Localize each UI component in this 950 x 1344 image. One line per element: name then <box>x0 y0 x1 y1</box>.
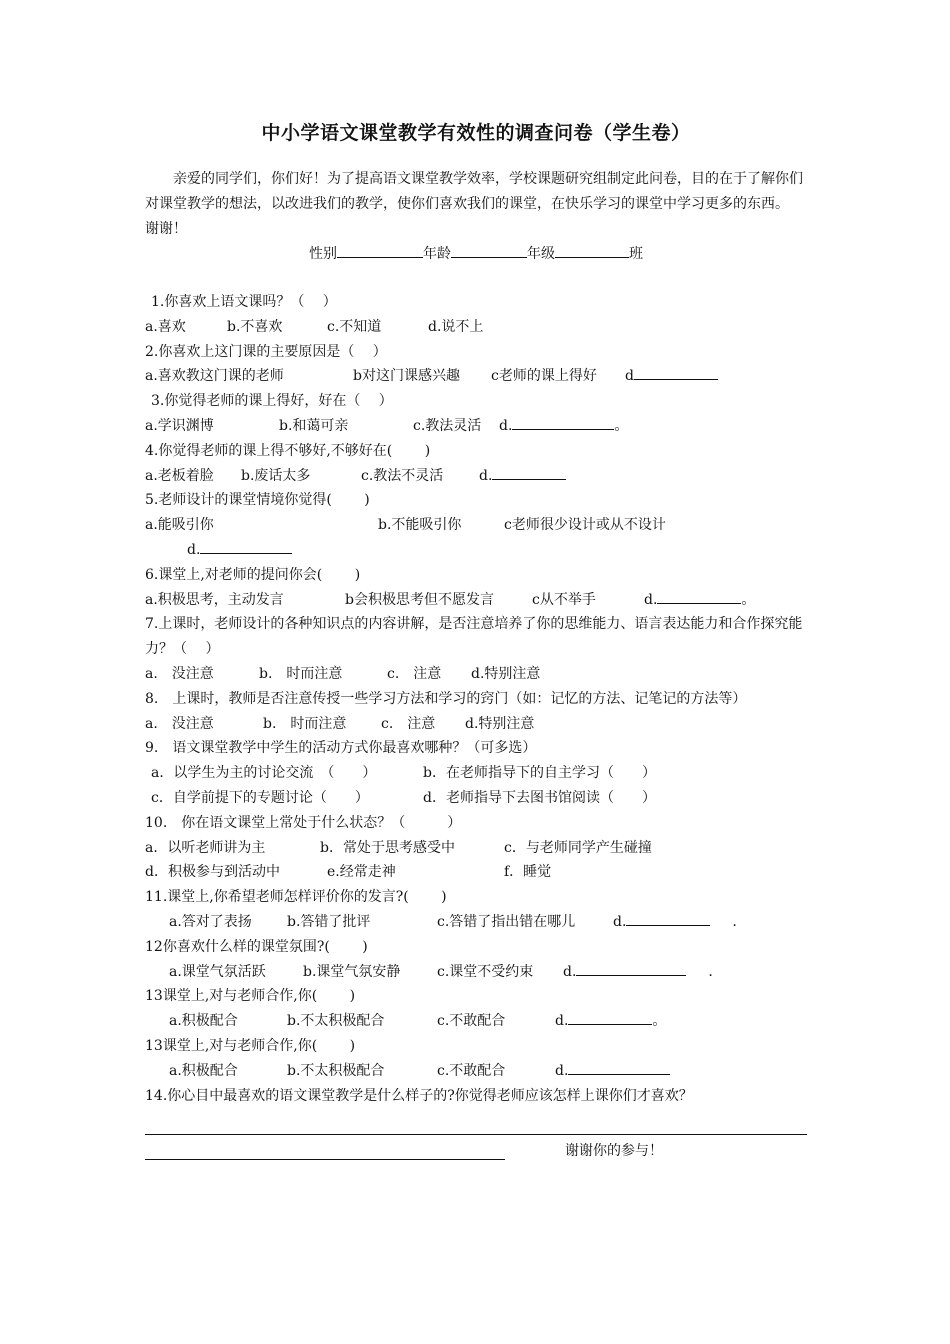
gender-label: 性别 <box>309 246 337 262</box>
q13a-option-a[interactable]: a.积极配合 <box>169 1013 238 1030</box>
q13a-option-d[interactable]: d. <box>555 1013 569 1030</box>
q9-option-b[interactable]: b．在老师指导下的自主学习（ ） <box>423 765 656 782</box>
q6-option-a[interactable]: a.积极思考，主动发言 <box>145 591 284 608</box>
q12-option-c[interactable]: c.课堂不受约束 <box>437 963 534 980</box>
q12-option-d-field[interactable] <box>576 960 686 976</box>
question-9: 9. 语文课堂教学中学生的活动方式你最喜欢哪种？（可多选） <box>145 740 537 757</box>
q7-option-b[interactable]: b. 时而注意 <box>259 665 343 682</box>
q5-option-c[interactable]: c老师很少设计或从不设计 <box>504 517 666 534</box>
question-2-options <box>145 364 807 389</box>
question-5: 5.老师设计的课堂情境你觉得( ) <box>145 492 370 509</box>
question-10-options-row1 <box>145 836 807 861</box>
question-8 <box>145 687 807 737</box>
question-1: 1.你喜欢上语文课吗？（ ） <box>151 294 337 310</box>
q12-option-d[interactable]: d. <box>563 963 577 980</box>
q1-option-a[interactable]: a.喜欢 <box>145 318 186 335</box>
question-1-options <box>145 315 807 340</box>
q9-option-c[interactable]: c．自学前提下的专题讨论（ ） <box>151 789 369 806</box>
q3-option-a[interactable]: a.学识渊博 <box>145 417 214 434</box>
q12-option-b[interactable]: b.课堂气氛安静 <box>303 963 401 980</box>
page-title: 中小学语文课堂教学有效性的调查问卷（学生卷） <box>261 122 691 144</box>
question-12: 12你喜欢什么样的课堂氛围?( ) <box>145 938 368 955</box>
question-8-text: 8. 上课时，教师是否注意传授一些学习方法和学习的窍门（如：记忆的方法、记笔记的方法等） <box>145 690 747 707</box>
q10-option-f[interactable]: f．睡觉 <box>504 864 552 881</box>
answer-line-1[interactable] <box>145 1134 807 1135</box>
q2-option-d-field[interactable] <box>634 364 718 380</box>
q2-option-b[interactable]: b对这门课感兴趣 <box>353 368 460 385</box>
question-7-options <box>145 662 807 687</box>
class-label: 班 <box>629 246 643 262</box>
question-9-options-row2 <box>145 786 807 811</box>
questionnaire-page <box>145 118 807 1194</box>
age-label: 年龄 <box>423 246 451 262</box>
question-9-options-row1 <box>145 761 807 786</box>
q10-option-b[interactable]: b．常处于思考感受中 <box>320 839 455 856</box>
question-4: 4.你觉得老师的课上得不够好,不够好在( ) <box>145 442 431 459</box>
q11-option-d[interactable]: d. <box>613 913 627 930</box>
age-field[interactable] <box>451 242 527 258</box>
q3-option-c[interactable]: c.教法灵活 <box>413 417 482 434</box>
q11-option-c[interactable]: c.答错了指出错在哪儿 <box>437 913 576 930</box>
q5-option-d[interactable]: d. <box>187 541 201 558</box>
q13a-option-d-field[interactable] <box>568 1009 652 1025</box>
q8-option-d[interactable]: d.特别注意 <box>465 715 535 732</box>
q12-end: . <box>708 963 713 980</box>
q9-option-d[interactable]: d．老师指导下去图书馆阅读（ ） <box>423 789 656 806</box>
question-14: 14.你心目中最喜欢的语文课堂教学是什么样子的?你觉得老师应该怎样上课你们才喜欢？ <box>145 1087 693 1104</box>
thanks-note: 谢谢你的参与！ <box>565 1143 663 1160</box>
q8-option-c[interactable]: c. 注意 <box>381 715 436 732</box>
q6-option-d-field[interactable] <box>657 588 741 604</box>
q11-end: . <box>732 913 737 930</box>
q1-option-c[interactable]: c.不知道 <box>327 318 382 335</box>
q10-option-d[interactable]: d．积极参与到活动中 <box>145 864 280 881</box>
q5-option-d-field[interactable] <box>200 538 292 554</box>
question-4-options <box>145 464 807 489</box>
grade-label: 年级 <box>527 246 555 262</box>
question-11-options <box>145 910 807 935</box>
answer-line-2[interactable] <box>145 1159 505 1160</box>
q4-option-c[interactable]: c.教法不灵活 <box>361 467 444 484</box>
question-13-first: 13课堂上,对与老师合作,你( ) <box>145 988 356 1005</box>
q4-option-b[interactable]: b.废话太多 <box>241 467 311 484</box>
q13a-option-c[interactable]: c.不敢配合 <box>437 1013 506 1030</box>
question-10-options-row2 <box>145 860 807 885</box>
q13a-end: 。 <box>652 1013 667 1030</box>
q11-option-b[interactable]: b.答错了批评 <box>287 913 371 930</box>
question-6-options <box>145 588 807 613</box>
q2-option-c[interactable]: c老师的课上得好 <box>491 368 597 385</box>
question-10: 10. 你在语文课堂上常处于什么状态？（ ） <box>145 814 462 831</box>
q13b-option-a[interactable]: a.积极配合 <box>169 1062 238 1079</box>
q6-option-b[interactable]: b会积极思考但不愿发言 <box>345 591 494 608</box>
q9-option-a[interactable]: a．以学生为主的讨论交流 （ ） <box>151 765 377 782</box>
q11-option-d-field[interactable] <box>626 910 710 926</box>
question-11: 11.课堂上,你希望老师怎样评价你的发言?( ) <box>145 889 447 906</box>
question-2: 2.你喜欢上这门课的主要原因是（ ） <box>145 343 387 360</box>
q4-option-a[interactable]: a.老板着脸 <box>145 467 214 484</box>
q13b-option-c[interactable]: c.不敢配合 <box>437 1062 506 1079</box>
q4-option-d-field[interactable] <box>492 464 566 480</box>
question-12-options <box>145 960 807 985</box>
question-3: 3.你觉得老师的课上得好，好在（ ） <box>151 393 393 410</box>
q6-option-d[interactable]: d. <box>644 591 658 608</box>
q5-option-b[interactable]: b.不能吸引你 <box>378 517 462 534</box>
q1-option-d[interactable]: d.说不上 <box>428 318 484 335</box>
gender-field[interactable] <box>337 242 423 258</box>
q13a-option-b[interactable]: b.不太积极配合 <box>287 1013 385 1030</box>
q13b-option-d[interactable]: d. <box>555 1062 569 1079</box>
question-13-first-options <box>145 1009 807 1034</box>
q4-option-d[interactable]: d. <box>479 467 493 484</box>
question-7: 7.上课时，老师设计的各种知识点的内容讲解，是否注意培养了你的思维能力、语言表达能力和合作探究能力？（ ） <box>145 616 803 658</box>
q5-option-a[interactable]: a.能吸引你 <box>145 517 214 534</box>
q7-option-c[interactable]: c. 注意 <box>387 665 442 682</box>
question-13-second-options <box>145 1059 807 1084</box>
q10-option-a[interactable]: a．以听老师讲为主 <box>145 839 266 856</box>
q11-option-a[interactable]: a.答对了表扬 <box>169 913 252 930</box>
q7-option-d[interactable]: d.特别注意 <box>471 665 541 682</box>
student-info-line <box>145 242 807 267</box>
q1-option-b[interactable]: b.不喜欢 <box>227 318 283 335</box>
question-5-option-d-line <box>145 538 807 563</box>
q13b-option-b[interactable]: b.不太积极配合 <box>287 1062 385 1079</box>
grade-field[interactable] <box>555 242 629 258</box>
intro-paragraph: 亲爱的同学们，你们好！为了提高语文课堂教学效率，学校课题研究组制定此问卷，目的在于了解你们对课堂教学的想法，以改进我们的教学，使你们喜欢我们的课堂，在快乐学习的课堂中学习更多的东西。 谢谢！ <box>145 171 803 237</box>
q8-option-a[interactable]: a. 没注意 <box>145 715 214 732</box>
question-6: 6.课堂上,对老师的提问你会( ) <box>145 566 361 583</box>
q12-option-a[interactable]: a.课堂气氛活跃 <box>169 963 266 980</box>
q3-end: 。 <box>614 417 629 434</box>
q6-option-c[interactable]: c从不举手 <box>532 591 596 608</box>
q6-end: 。 <box>741 591 756 608</box>
q3-option-b[interactable]: b.和蔼可亲 <box>279 417 349 434</box>
q13b-option-d-field[interactable] <box>568 1059 670 1075</box>
q7-option-a[interactable]: a. 没注意 <box>145 665 214 682</box>
question-3-options <box>145 414 807 439</box>
answer-area <box>145 1134 807 1194</box>
q10-option-c[interactable]: c．与老师同学产生碰撞 <box>504 839 652 856</box>
q8-option-b[interactable]: b. 时而注意 <box>263 715 347 732</box>
q3-option-d[interactable]: d. <box>499 417 513 434</box>
q2-option-a[interactable]: a.喜欢教这门课的老师 <box>145 368 284 385</box>
question-13-second: 13课堂上,对与老师合作,你( ) <box>145 1037 356 1054</box>
q10-option-e[interactable]: e.经常走神 <box>327 864 396 881</box>
question-5-options <box>145 513 807 538</box>
q3-option-d-field[interactable] <box>512 414 614 430</box>
q2-option-d[interactable]: d <box>625 368 634 385</box>
